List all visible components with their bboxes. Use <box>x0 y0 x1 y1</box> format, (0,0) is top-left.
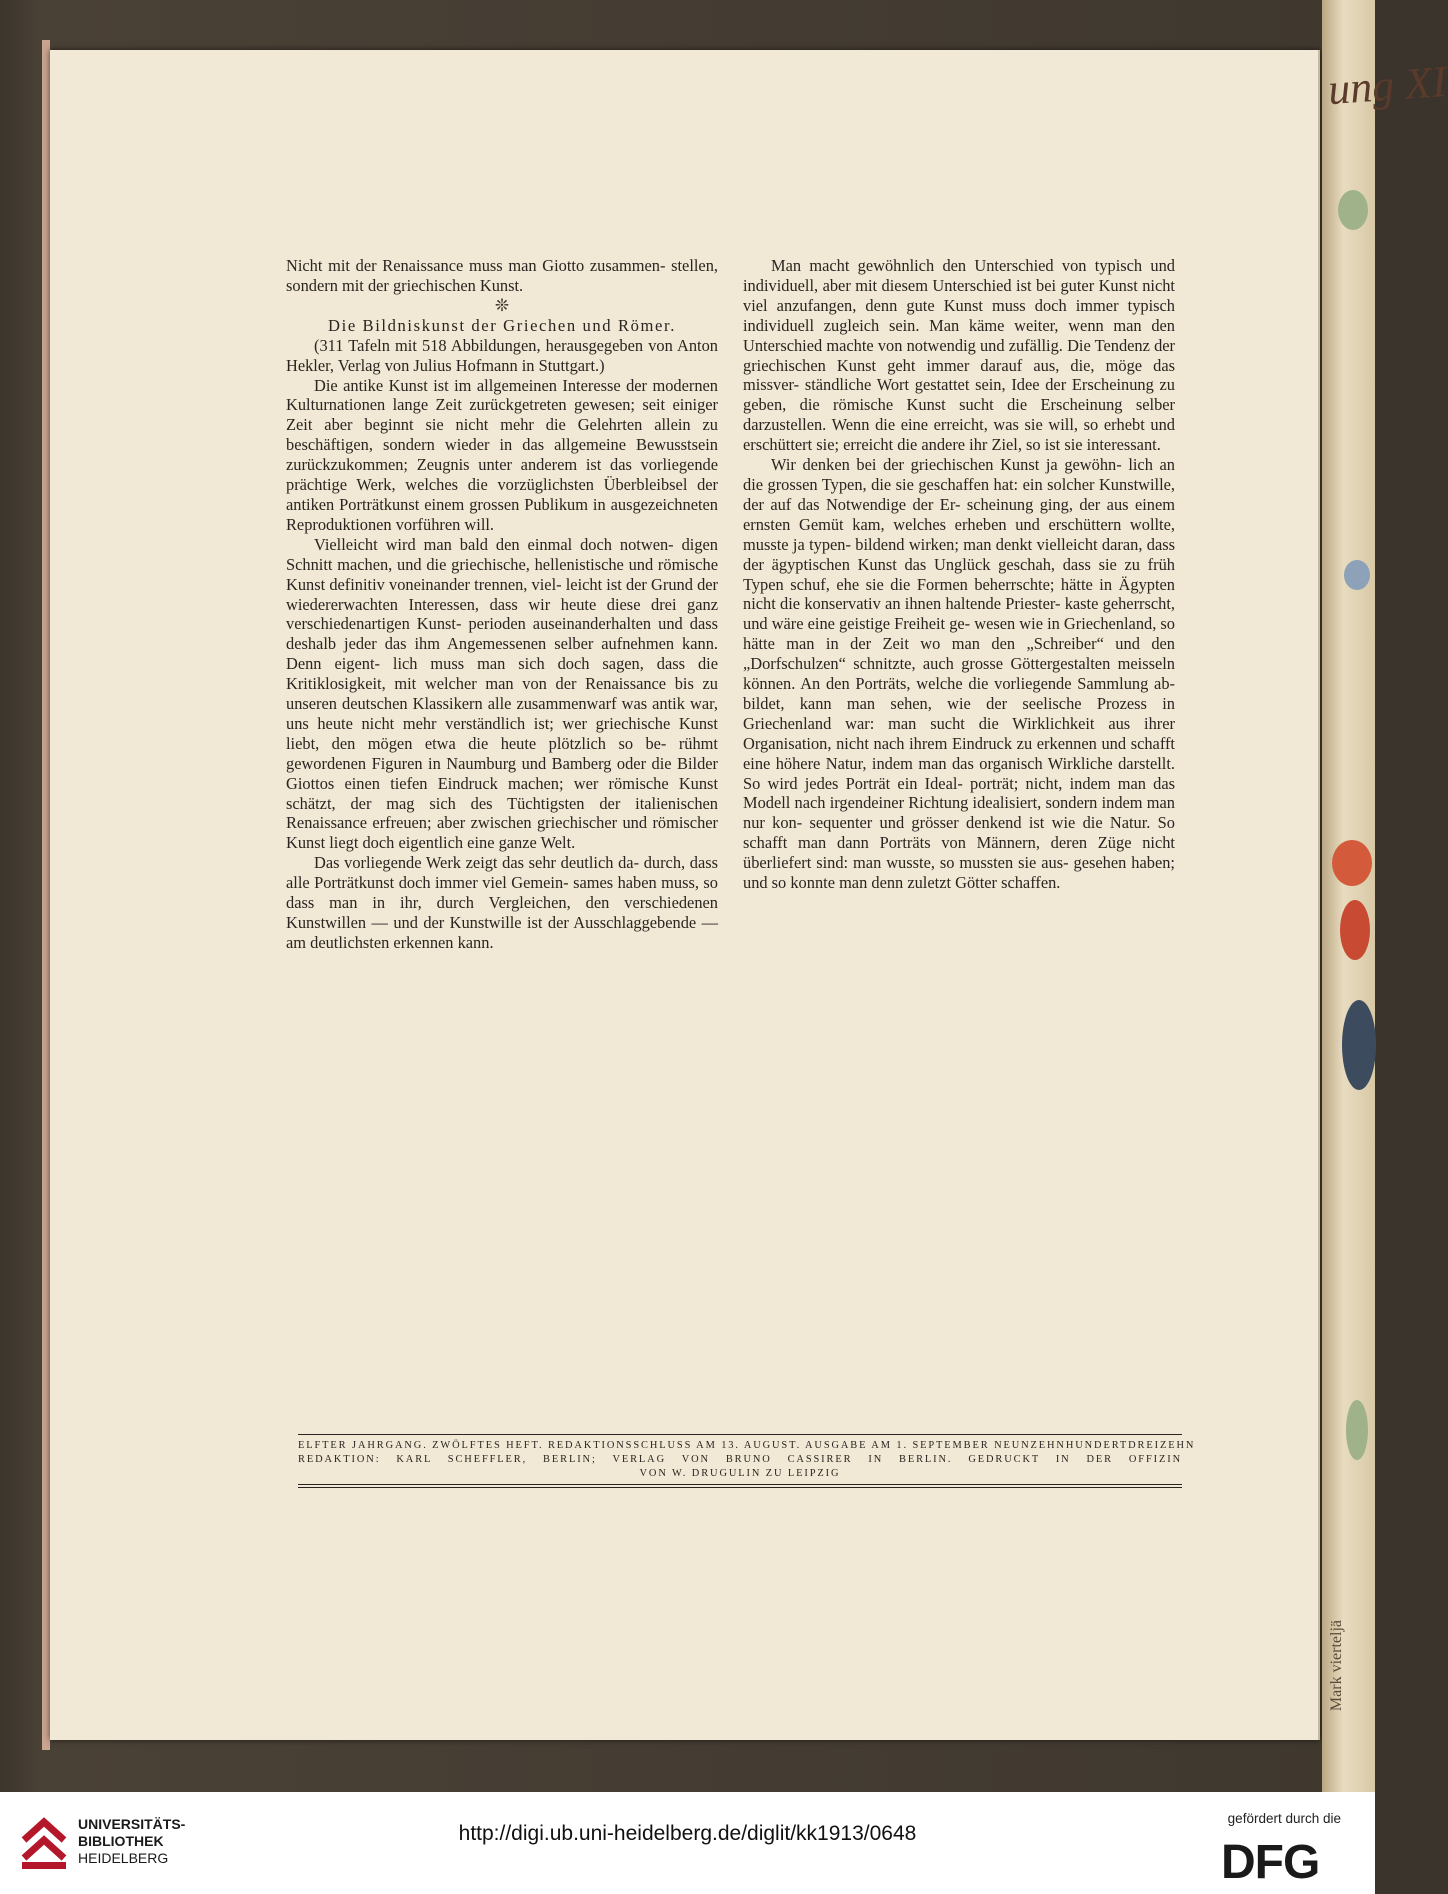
bird-ornament <box>1342 1000 1376 1090</box>
library-name-line: UNIVERSITÄTS- <box>78 1816 186 1832</box>
sponsor-label: gefördert durch die <box>1227 1811 1341 1826</box>
colophon-line: ELFTER JAHRGANG. ZWÖLFTES HEFT. REDAKTIONSSCHLUSS AM 13. AUGUST. AUSGABE AM 1. SEPTEMBER NEUNZEHNHUNDERTDREIZEHN <box>298 1440 1196 1451</box>
library-name-line: BIBLIOTHEK <box>78 1833 164 1849</box>
left-column <box>286 256 718 953</box>
body-paragraph: Man macht gewöhnlich den Unterschied von typisch und individuell, aber mit diesem Unterschied ist bei guter Kunst nicht viel anzufangen, denn gute Kunst muss doch immer typisch individuell zugleich sein. Man käme weiter, wenn man den Unterschied machte von notwendig und zufällig. Die Tendenz der griechischen Kunst geht immer darauf aus, die, möge das missver- ständliche Wort gestattet sein, Idee der Erscheinung zu geben, die römische Kunst sucht die Erscheinung selber darzustellen. Wenn die eine erreicht, was sie will, so erhebt und erschüttert sie; erreicht die andere ihr Ziel, so ist sie interessant. <box>743 256 1175 455</box>
floral-ornament <box>1340 900 1370 960</box>
permalink-url[interactable]: http://digi.ub.uni-heidelberg.de/diglit/kk1913/0648 <box>458 1822 917 1845</box>
body-paragraph: Die antike Kunst ist im allgemeinen Interesse der modernen Kulturnationen lange Zeit zurückgetreten gewesen; seit einiger Zeit aber beginnt sie nicht mehr die Gelehrten allein zu beschäftigen, sondern wieder in das allgemeine Bewusstsein zurückzukommen; Zeugnis unter anderem ist das vorliegende prächtige Werk, welches die vorzüglichsten Überbleibsel der antiken Porträtkunst einem grossen Publikum in ausgezeichneten Reproduktionen vorführen will. <box>286 375 718 534</box>
page-edge <box>42 40 50 1750</box>
colophon-rule-thin <box>298 1487 1182 1488</box>
body-paragraph: Das vorliegende Werk zeigt das sehr deutlich da- durch, dass alle Porträtkunst doch immer viel Gemein- sames haben muss, so dass man in ihr, durch Vergleichen, den verschiedenen Kunstwillen — und der Kunstwille ist der Ausschlaggebende — am deutlichsten erkennen kann. <box>286 853 718 952</box>
colophon-rule-top <box>298 1434 1182 1435</box>
colophon-rule-bottom <box>298 1484 1182 1485</box>
dfg-logo-text: DFG <box>1221 1836 1320 1889</box>
floral-ornament <box>1338 190 1368 230</box>
facing-page-header: ung XI <box>1326 56 1448 115</box>
body-paragraph: Wir denken bei der griechischen Kunst ja gewöhn- lich an die grossen Typen, die sie geschaffen hat: ein solcher Kunstwille, der auf das Notwendige der Er- scheinung ging, der aus einem ernsten Gemüt kam, welches erheben und erschüttern wollte, musste ja typen- bildend wirken; man denkt vielleicht daran, dass der ägyptischen Kunst das Unglück geschah, dass sie zu früh Typen schuf, ehe sie die Formen beherrschte; hätte in Ägypten nicht die konservativ an ihnen haltende Priester- kaste geherrscht, und wäre eine geistige Freiheit ge- wesen wie in Griechenland, so hätte man in der Zeit wo man den „Schreiber“ und den „Dorfschulzen“ schnitzte, auch grosse Göttergestalten meisseln können. An den Porträts, welche die vorliegende Sammlung ab- bildet, kann man sehen, wie der seelische Prozess in Griechenland war: man sucht die Wirklichkeit aus ihrer Organisation, nicht nach ihrem Eindruck zu erkennen und schafft eine höhere Natur, indem man das organisch Wirkliche darstellt. So wird jedes Porträt ein Ideal- porträt; nicht, indem man das Modell nach irgendeiner Richtung idealisiert, sondern indem man nur kon- sequenter und grösser denkend ist wie die Natur. So schafft man dann Porträts von Männern, deren Züge nicht überliefert sind: man wusste, so mussten sie aus- gesehen haben; und so konnte man denn zuletzt Götter schaffen. <box>743 455 1175 893</box>
floral-ornament <box>1344 560 1370 590</box>
colophon-line: VON W. DRUGULIN ZU LEIPZIG <box>639 1468 841 1479</box>
colophon-line: REDAKTION: KARL SCHEFFLER, BERLIN; VERLAG VON BRUNO CASSIRER IN BERLIN. GEDRUCKT IN DER OFFIZIN <box>298 1454 1182 1465</box>
facing-page-margin-text: Mark vierteljä <box>1328 1620 1345 1712</box>
ornament-icon: ❊ <box>494 295 510 315</box>
intro-paragraph: Nicht mit der Renaissance muss man Giotto zusammen- stellen, sondern mit der griechischen Kunst. <box>286 256 718 295</box>
right-column <box>743 256 1175 893</box>
dfg-logo-icon[interactable] <box>1221 1836 1341 1889</box>
body-paragraph: Vielleicht wird man bald den einmal doch notwen- digen Schnitt machen, und die griechische, hellenistische und römische Kunst definitiv voneinander trennen, viel- leicht ist der Grund der wiedererwachten Interessen, dass wir heute diese drei ganz verschiedenartigen Kunst- perioden auseinanderhalten und dass deshalb jeder das ihm Angemessenen selber aufnehmen kann. Denn eigent- lich muss man sich doch sagen, dass die Kritiklosigkeit, mit welcher man von der Renaissance bis zu unseren deutschen Klassikern alle zusammenwarf was antik war, uns heute nicht mehr verständlich ist; wer griechische Kunst liebt, den mögen etwa die heute plötzlich so be- rühmt gewordenen Figuren in Naumburg und Bamberg oder die Bilder Giottos einen tiefen Eindruck machen; wer römische Kunst schätzt, der mag sich des Tüchtigsten der italienischen Renaissance erfreuen; aber zwischen griechischer und römischer Kunst liegt doch eigentlich eine ganze Welt. <box>286 534 718 853</box>
library-name-line: HEIDELBERG <box>78 1850 169 1866</box>
facing-page-edge <box>1322 0 1448 1792</box>
floral-ornament <box>1332 840 1372 886</box>
article-heading: Die Bildniskunst der Griechen und Römer. <box>328 315 676 335</box>
floral-ornament <box>1346 1400 1368 1460</box>
colophon <box>298 1434 1196 1488</box>
article-subheading: (311 Tafeln mit 518 Abbildungen, herausgegeben von Anton Hekler, Verlag von Julius Hofmann in Stuttgart.) <box>286 335 718 375</box>
